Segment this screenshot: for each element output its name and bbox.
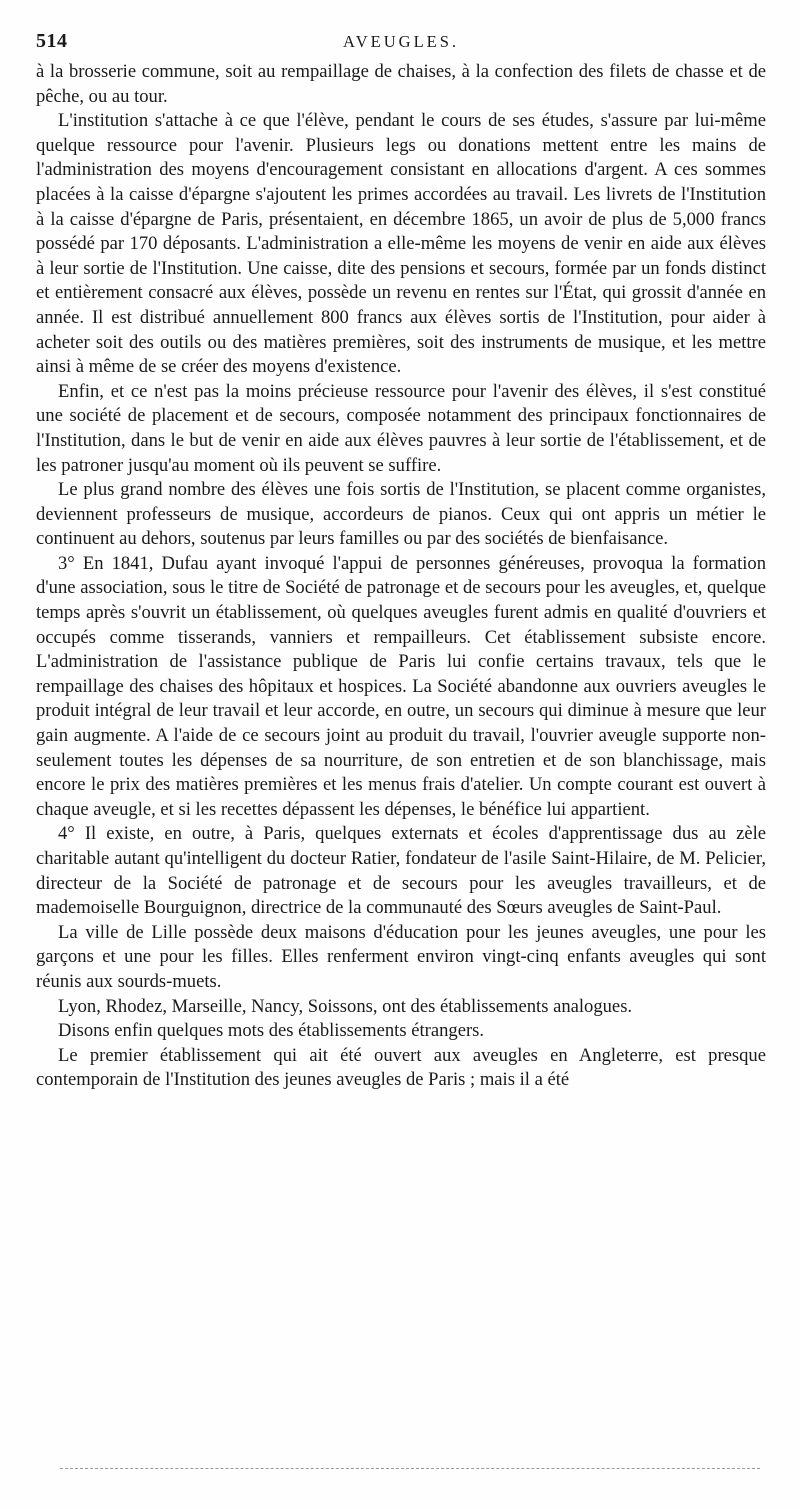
running-title: AVEUGLES. — [342, 32, 460, 51]
paragraph-placement-society: Enfin, et ce n'est pas la moins précieuse ressource pour l'avenir des élèves, il s'est constitué une société de placement et de secours, composée notamment des principaux fonctionnaires de l'Institution, dans le but de venir en aide aux élèves pauvres à leur sortie de l'établissement, et de les patroner jusqu'au moment où ils peuvent se suffire. — [36, 380, 766, 476]
paragraph-section-4: 4° Il existe, en outre, à Paris, quelques externats et écoles d'apprentissage dus au zèle charitable autant qu'intelligent du docteur Ratier, fondateur de l'asile Saint-Hilaire, de M. Pelicier, directeur de la Société de patronage et de secours pour les aveugles travailleurs, et de mademoiselle Bourguignon, directrice de la communauté des Sœurs aveugles de Saint-Paul. — [36, 823, 766, 919]
footer-rule — [60, 1468, 760, 1469]
running-head — [36, 30, 766, 56]
body-text — [36, 60, 766, 1093]
paragraph-former-students: Le plus grand nombre des élèves une fois sortis de l'Institution, se placent comme organistes, deviennent professeurs de musique, accordeurs de pianos. Ceux qui ont appris un métier le continuent au dehors, soutenus par leurs familles ou par des sociétés de bienfaisance. — [36, 479, 766, 550]
paragraph-institution-resources: L'institution s'attache à ce que l'élève, pendant le cours de ses études, s'assure par lui-même quelque ressource pour l'avenir. Plusieurs legs ou donations mettent entre les mains de l'administration des moyens d'encouragement consistant en allocations d'argent. A ces sommes placées à la caisse d'épargne s'ajoutent les primes accordées au travail. Les livrets de l'Institution à la caisse d'épargne de Paris, présentaient, en décembre 1865, un avoir de plus de 5,000 francs possédé par 170 déposants. L'administration a elle-même les moyens de venir en aide aux élèves à leur sortie de l'Institution. Une caisse, dite des pensions et secours, formée par un fonds distinct et entièrement consacré aux élèves, possède un revenu en rentes sur l'État, qui grossit d'année en année. Il est distribué annuellement 800 francs aux élèves sortis de l'Institution, pour aider à acheter soit des outils ou des matières premières, soit des instruments de musique, et les mettre ainsi à même de se créer des moyens d'existence. — [36, 110, 766, 378]
paragraph-continuation: à la brosserie commune, soit au rempaillage de chaises, à la confection des filets de chasse et de pêche, ou au tour. — [36, 61, 766, 107]
paragraph-england: Le premier établissement qui ait été ouvert aux aveugles en Angleterre, est presque contemporain de l'Institution des jeunes aveugles de Paris ; mais il a été — [36, 1044, 766, 1091]
paragraph-section-3: 3° En 1841, Dufau ayant invoqué l'appui de personnes généreuses, provoqua la formation d'une association, sous le titre de Société de patronage et de secours pour les aveugles, et, quelque temps après s'ouvrit un établissement, où quelques aveugles furent admis en qualité d'ouvriers et occupés comme tisserands, vanniers et rempailleurs. Cet établissement subsiste encore. L'administration de l'assistance publique de Paris lui confie certains travaux, tels que le rempaillage des chaises des hôpitaux et hospices. La Société abandonne aux ouvriers aveugles le produit intégral de leur travail et leur accorde, en outre, un secours qui diminue à mesure que leur gain augmente. A l'aide de ce secours joint au produit du travail, l'ouvrier aveugle supporte non-seulement toutes les dépenses de sa nourriture, de son entretien et de son blanchissage, mais encore le prix des matières premières et les menus frais d'atelier. Un compte courant est ouvert à chaque aveugle, et si les recettes dépassent les dépenses, le bénéfice lui appartient. — [36, 552, 766, 820]
page-number: 514 — [36, 30, 68, 52]
paragraph-foreign-intro: Disons enfin quelques mots des établissements étrangers. — [58, 1020, 485, 1042]
paragraph-lille: La ville de Lille possède deux maisons d'éducation pour les jeunes aveugles, une pour les garçons et une pour les filles. Elles renferment environ vingt-cinq enfants aveugles qui sont réunis aux sourds-muets. — [36, 921, 766, 992]
paragraph-other-cities: Lyon, Rhodez, Marseille, Nancy, Soissons, ont des établissements analogues. — [58, 995, 633, 1017]
